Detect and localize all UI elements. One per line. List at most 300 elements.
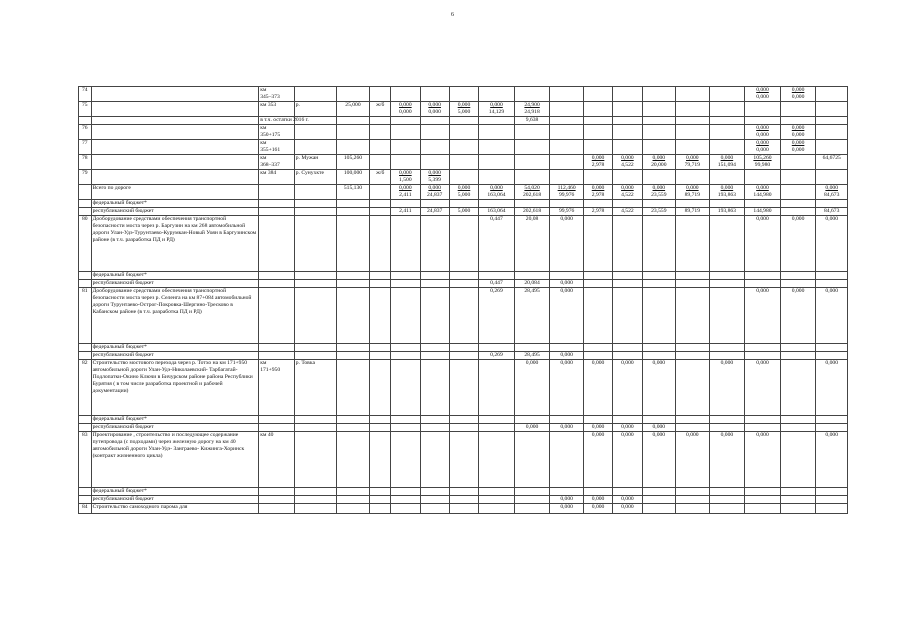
cell-line: 0,000 [490,185,503,191]
cell-total-11 [550,185,584,200]
cell-r76-17 [745,125,781,140]
table-row-r79 [79,170,848,185]
cell-r78-3: р. Мужан [294,155,336,170]
cell-line: 2,978 [591,192,605,198]
cell-r74-7 [420,87,449,102]
cell-rb2-2 [259,280,295,288]
cell-rb3-3 [294,352,336,360]
cell-r84-6 [391,504,420,514]
cell-fb2-13 [613,272,642,280]
cell-fb3-12 [583,344,612,352]
cell-r82-15 [676,360,710,416]
cell-r76-16 [709,125,745,140]
cell-r82-11: 0,000 [550,360,584,416]
cell-r77-8 [449,140,478,155]
cell-rb1-14: 23,559 [642,208,676,216]
cell-r75-16 [709,102,745,117]
cell-r79-13 [613,170,642,185]
cell-rb3-15 [676,352,710,360]
cell-line: 0,000 [652,155,666,161]
cell-r78-14 [642,155,676,170]
cell-r83-16: 0,000 [709,432,745,488]
cell-r81-8 [449,288,478,344]
table-row-r83 [79,432,848,488]
cell-r82-1: Строительство мостового перехода через р. Тотхо на км 171+950 автомобильной дороги Улан-Удэ-Николаевский- Тарбагатай-Подлопатки-Окино Ключи в Бичурском районе района Республики Бурятия ( в том числе разработка проектной и рабочей документации) [91,360,259,416]
cell-fb4-13 [613,416,642,424]
cell-line: 5,399 [428,177,441,183]
cell-rb2-17 [745,280,781,288]
cell-r82-5 [370,360,391,416]
cell-r74-15 [676,87,710,102]
cell-rb2-18 [780,280,816,288]
cell-rb1-15: 89,719 [676,208,710,216]
cell-r79-11 [550,170,584,185]
cell-r79-19 [816,170,848,185]
cell-fb1-0 [79,200,92,208]
cell-r81-1: Дооборудование средствами обеспечения транспортной безопасности моста через р. Селенга на км 87+084 автомобильной дороги Турунтаево-Острог-Покровка-Шергино-Тресково в Кабанском районе (в т.ч. разработка ПД и РД) [91,288,259,344]
cell-rb3-1: республиканский бюджет [91,352,259,360]
table-row-rb3 [79,352,848,360]
cell-line: 0,000 [621,185,634,191]
cell-fb3-4 [336,344,370,352]
cell-line: 23,559 [651,192,667,198]
cell-r77-3 [294,140,336,155]
cell-r75-7 [420,102,449,117]
cell-r75b-13 [613,117,642,125]
cell-line: 171+950 [260,367,281,373]
cell-r79-7 [420,170,449,185]
page-number: 6 [451,12,454,18]
cell-r84-1: Строительство самоходного парома для [91,504,259,514]
cell-fb5-12 [583,488,612,496]
cell-fb3-5 [370,344,391,352]
cell-line: 2,411 [399,192,412,198]
cell-fb5-15 [676,488,710,496]
cell-rb2-13 [613,280,642,288]
cell-r75b-7 [420,117,449,125]
cell-r78-11 [550,155,584,170]
cell-fb2-4 [336,272,370,280]
cell-line: 0,000 [825,185,838,191]
cell-rb1-12: 2,978 [583,208,612,216]
cell-line: 0,000 [490,102,503,108]
cell-line: 0,000 [457,185,471,191]
cell-fb4-7 [420,416,449,424]
cell-r80-13 [613,216,642,272]
cell-rb2-8 [449,280,478,288]
cell-fb5-19 [816,488,848,496]
cell-rb3-8 [449,352,478,360]
cell-line: 202,618 [522,192,542,198]
cell-r76-1 [91,125,259,140]
cell-total-17 [745,185,781,200]
cell-line: 0,000 [756,185,769,191]
cell-r80-7 [420,216,449,272]
cell-line: км [260,87,267,93]
cell-r79-10 [514,170,550,185]
cell-r77-2 [259,140,295,155]
cell-r78-5 [370,155,391,170]
table-row-r77 [79,140,848,155]
cell-fb1-16 [709,200,745,208]
cell-r76-3 [294,125,336,140]
cell-rb4-3 [294,424,336,432]
cell-line: 0,000 [399,109,412,115]
cell-r75-11 [550,102,584,117]
cell-rb5-2 [259,496,295,504]
cell-rb1-9: 163,064 [479,208,515,216]
cell-r84-10 [514,504,550,514]
cell-r79-5: ж/б [370,170,391,185]
cell-fb4-0 [79,416,92,424]
cell-fb2-10 [514,272,550,280]
cell-r75b-6 [391,117,420,125]
cell-r80-0: 80 [79,216,92,272]
cell-r75-19 [816,102,848,117]
cell-rb4-18 [780,424,816,432]
table-row-rb4 [79,424,848,432]
cell-fb5-18 [780,488,816,496]
cell-rb4-4 [336,424,370,432]
cell-rb1-8: 5,000 [449,208,478,216]
cell-rb1-2 [259,208,295,216]
cell-r80-16 [709,216,745,272]
cell-r74-3 [294,87,336,102]
cell-fb5-10 [514,488,550,496]
cell-rb4-1: республиканский бюджет [91,424,259,432]
cell-total-15 [676,185,710,200]
cell-rb5-9 [479,496,515,504]
cell-fb4-2 [259,416,295,424]
table-row-r84 [79,504,848,514]
cell-fb2-8 [449,272,478,280]
cell-rb1-3 [294,208,336,216]
cell-fb3-17 [745,344,781,352]
cell-rb4-14: 0,000 [642,424,676,432]
cell-fb5-16 [709,488,745,496]
cell-r84-16 [709,504,745,514]
cell-r77-10 [514,140,550,155]
cell-rb2-16 [709,280,745,288]
cell-r81-17: 0,000 [745,288,781,344]
cell-total-8 [449,185,478,200]
cell-r83-1: Проектирование , строительство и последующее содержание путепровода (с подходами) через железную дорогу на км 40 автомобильной дороги Улан-Удэ- Занграево- Кижинга-Хоринск (контракт жизненного цикла) [91,432,259,488]
cell-r74-12 [583,87,612,102]
cell-line: 0,000 [756,94,769,100]
cell-r79-17 [745,170,781,185]
cell-fb3-6 [391,344,420,352]
cell-r74-1 [91,87,259,102]
cell-rb4-15 [676,424,710,432]
cell-r84-5 [370,504,391,514]
cell-fb1-2 [259,200,295,208]
cell-line: 0,000 [457,102,471,108]
cell-line: 193,863 [717,192,736,198]
cell-total-10 [514,185,550,200]
cell-r74-5 [370,87,391,102]
cell-fb4-16 [709,416,745,424]
cell-total-13 [613,185,642,200]
cell-r84-2 [259,504,295,514]
cell-r76-13 [613,125,642,140]
cell-r75-6 [391,102,420,117]
cell-r84-15 [676,504,710,514]
cell-r80-17: 0,000 [745,216,781,272]
cell-line: 24,918 [524,109,540,115]
cell-r82-6 [391,360,420,416]
cell-r80-15 [676,216,710,272]
cell-r83-5 [370,432,391,488]
cell-r83-9 [479,432,515,488]
cell-fb1-8 [449,200,478,208]
cell-total-19 [816,185,848,200]
cell-fb2-14 [642,272,676,280]
cell-rb4-7 [420,424,449,432]
cell-r79-4: 100,000 [336,170,370,185]
cell-r77-13 [613,140,642,155]
cell-rb5-8 [449,496,478,504]
cell-r79-0: 79 [79,170,92,185]
cell-fb1-18 [780,200,816,208]
cell-r81-13 [613,288,642,344]
cell-fb1-11 [550,200,584,208]
cell-fb5-2 [259,488,295,496]
cell-fb5-13 [613,488,642,496]
cell-r75b-9 [479,117,515,125]
cell-rb5-10 [514,496,550,504]
cell-line: 0,000 [621,155,634,161]
cell-total-3 [294,185,336,200]
cell-r84-3 [294,504,336,514]
cell-line: км [260,155,267,161]
cell-line: 5,000 [457,109,471,115]
cell-r82-8 [449,360,478,416]
cell-line: 0,000 [686,155,699,161]
cell-rb5-19 [816,496,848,504]
cell-r76-10 [514,125,550,140]
cell-r75-2: км 353 [259,102,295,117]
cell-r75b-14 [642,117,676,125]
cell-rb1-13: 4,522 [613,208,642,216]
cell-r82-19: 0,000 [816,360,848,416]
cell-r84-0: 84 [79,504,92,514]
cell-r83-15: 0,000 [676,432,710,488]
cell-r75-3: р. [294,102,336,117]
cell-r81-16 [709,288,745,344]
cell-r83-14: 0,000 [642,432,676,488]
cell-fb3-11 [550,344,584,352]
cell-rb5-6 [391,496,420,504]
cell-line: км [260,125,267,131]
cell-r84-12: 0,000 [583,504,612,514]
table-row-r74 [79,87,848,102]
cell-r76-11 [550,125,584,140]
cell-line: 0,000 [756,147,769,153]
cell-r78-4: 105,260 [336,155,370,170]
cell-rb1-16: 193,863 [709,208,745,216]
cell-r75b-2: в т.ч. остатки 2016 г. [260,117,309,123]
cell-line: 5,000 [457,192,471,198]
cell-line: 4,522 [621,192,634,198]
cell-r74-18 [780,87,816,102]
cell-line: 24,837 [426,192,443,198]
cell-total-6 [391,185,420,200]
cell-fb2-5 [370,272,391,280]
cell-rb3-17 [745,352,781,360]
table-body [79,87,848,514]
cell-r76-6 [391,125,420,140]
cell-r78-17 [745,155,781,170]
cell-line: 0,000 [399,170,412,176]
cell-fb2-11 [550,272,584,280]
cell-r81-10: 28,495 [514,288,550,344]
cell-rb2-10: 20,084 [514,280,550,288]
cell-r75b-19 [816,117,848,125]
cell-r77-0: 77 [79,140,92,155]
cell-rb4-11: 0,000 [550,424,584,432]
cell-r79-1 [91,170,259,185]
cell-total-18 [780,185,816,200]
cell-r82-18 [780,360,816,416]
cell-r77-4 [336,140,370,155]
cell-r79-14 [642,170,676,185]
cell-line: 0,000 [720,155,734,161]
cell-r80-12 [583,216,612,272]
budget-table-sheet [78,86,848,556]
cell-total-0 [79,185,92,200]
cell-r77-17 [745,140,781,155]
cell-r75b-11 [550,117,584,125]
cell-fb3-10 [514,344,550,352]
cell-rb1-1: республиканский бюджет [91,208,259,216]
table-row-fb2 [79,272,848,280]
cell-r75-13 [613,102,642,117]
cell-r76-7 [420,125,449,140]
cell-fb2-19 [816,272,848,280]
cell-rb4-12: 0,000 [583,424,612,432]
cell-line: 0,000 [591,155,605,161]
cell-r83-4 [336,432,370,488]
cell-r78-9 [479,155,515,170]
cell-r83-2: км 40 [259,432,295,488]
cell-line: 163,064 [487,192,506,198]
cell-r80-5 [370,216,391,272]
cell-rb5-11: 0,000 [550,496,584,504]
cell-fb4-3 [294,416,336,424]
cell-r77-9 [479,140,515,155]
cell-rb3-16 [709,352,745,360]
cell-fb5-17 [745,488,781,496]
cell-line: 345–373 [260,94,280,100]
cell-r80-6 [391,216,420,272]
cell-rb4-16 [709,424,745,432]
cell-rb5-3 [294,496,336,504]
cell-line: 2,978 [591,162,605,168]
cell-line: 99,976 [558,192,575,198]
cell-rb2-1: республиканский бюджет [91,280,259,288]
cell-line: 0,000 [756,125,769,131]
cell-line: 14,129 [488,109,505,115]
cell-r82-10: 0,000 [514,360,550,416]
cell-r80-4 [336,216,370,272]
cell-rb4-8 [449,424,478,432]
cell-line: 0,000 [756,87,769,93]
cell-r75-9 [479,102,515,117]
cell-r76-19 [816,125,848,140]
cell-r75b-10: 9,638 [514,117,550,125]
cell-fb1-3 [294,200,336,208]
cell-r82-4 [336,360,370,416]
table-row-r75b [79,117,848,125]
cell-r83-7 [420,432,449,488]
cell-r83-12: 0,000 [583,432,612,488]
table-row-total [79,185,848,200]
cell-fb5-4 [336,488,370,496]
cell-rb2-3 [294,280,336,288]
cell-fb5-8 [449,488,478,496]
cell-fb1-14 [642,200,676,208]
cell-r74-6 [391,87,420,102]
cell-r77-5 [370,140,391,155]
cell-r75b-17 [745,117,781,125]
cell-rb4-0 [79,424,92,432]
cell-r81-15 [676,288,710,344]
cell-fb4-6 [391,416,420,424]
cell-fb2-7 [420,272,449,280]
cell-r76-18 [780,125,816,140]
cell-fb3-16 [709,344,745,352]
cell-r82-16: 0,000 [709,360,745,416]
cell-rb2-6 [391,280,420,288]
cell-r75b-8 [449,117,478,125]
cell-fb3-0 [79,344,92,352]
cell-r78-8 [449,155,478,170]
cell-r74-4 [336,87,370,102]
cell-line: 4,522 [621,162,634,168]
cell-r82-7 [420,360,449,416]
cell-fb3-2 [259,344,295,352]
cell-r79-6 [391,170,420,185]
cell-r84-4 [336,504,370,514]
cell-r81-2 [259,288,295,344]
cell-r83-8 [449,432,478,488]
cell-fb3-18 [780,344,816,352]
cell-rb1-7: 24,837 [420,208,449,216]
cell-r79-2: км 384 [259,170,295,185]
cell-r78-19: 64,6725 [816,155,848,170]
cell-line: 0,000 [791,87,805,93]
cell-rb3-7 [420,352,449,360]
cell-line: 350+175 [260,132,281,138]
cell-rb3-13 [613,352,642,360]
cell-fb1-7 [420,200,449,208]
cell-fb2-18 [780,272,816,280]
cell-r78-15 [676,155,710,170]
cell-rb5-12: 0,000 [583,496,612,504]
cell-line: 99,980 [754,162,771,168]
cell-r75-5: ж/б [370,102,391,117]
cell-rb3-18 [780,352,816,360]
cell-r80-3 [294,216,336,272]
cell-r81-3 [294,288,336,344]
cell-rb2-4 [336,280,370,288]
cell-total-1: Всего по дороге [91,185,259,200]
cell-rb4-5 [370,424,391,432]
cell-fb4-10 [514,416,550,424]
cell-line: 79,719 [684,162,701,168]
cell-r84-18 [780,504,816,514]
cell-rb2-12 [583,280,612,288]
